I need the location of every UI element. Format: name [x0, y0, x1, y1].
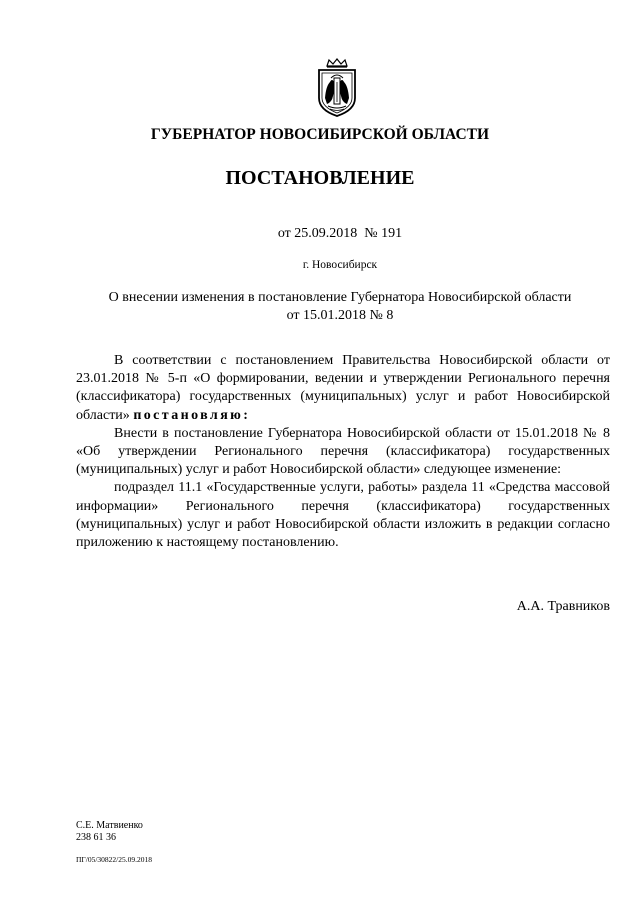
document-title-line-2: от 15.01.2018 № 8	[286, 308, 394, 323]
document-city: г. Новосибирск	[302, 259, 378, 271]
executor-info	[76, 820, 143, 844]
paragraph-preamble	[76, 352, 610, 425]
coat-of-arms-icon	[313, 58, 361, 118]
decree-keyword: постановляю:	[133, 407, 251, 423]
document-title	[80, 289, 600, 325]
executor-name: С.Е. Матвиенко	[76, 820, 143, 831]
document-type: ПОСТАНОВЛЕНИЕ	[225, 167, 415, 189]
issuing-authority: ГУБЕРНАТОР НОВОСИБИРСКОЙ ОБЛАСТИ	[150, 126, 490, 143]
paragraph-subsection: подраздел 11.1 «Государственные услуги, работы» раздела 11 «Средства массовой информации» Регионального перечня (классификатора) государственных (муниципальных) услуг и работ Новосибирской области изложить в редакции согласно приложению к настоящему постановлению.	[76, 480, 610, 551]
registration-code: ПГ/05/30822/25.09.2018	[76, 855, 153, 864]
document-title-line-1: О внесении изменения в постановление Губернатора Новосибирской области	[108, 290, 572, 305]
preamble-text: В соответствии с постановлением Правительства Новосибирской области от 23.01.2018 № 5-п «О формировании, ведении и утверждении Регионального перечня (классификатора) государственных (муниципальных) услуг и работ Новосибирской области»	[76, 353, 610, 423]
signatory-name: А.А. Травников	[516, 599, 610, 614]
document-date-number: от 25.09.2018 № 191	[277, 226, 403, 241]
document-body	[76, 352, 610, 552]
executor-phone: 238 61 36	[76, 832, 116, 843]
paragraph-amendment: Внести в постановление Губернатора Новосибирской области от 15.01.2018 № 8 «Об утверждении Регионального перечня (классификатора) государственных (муниципальных) услуг и работ Новосибирской области» следующее изменение:	[76, 425, 610, 478]
